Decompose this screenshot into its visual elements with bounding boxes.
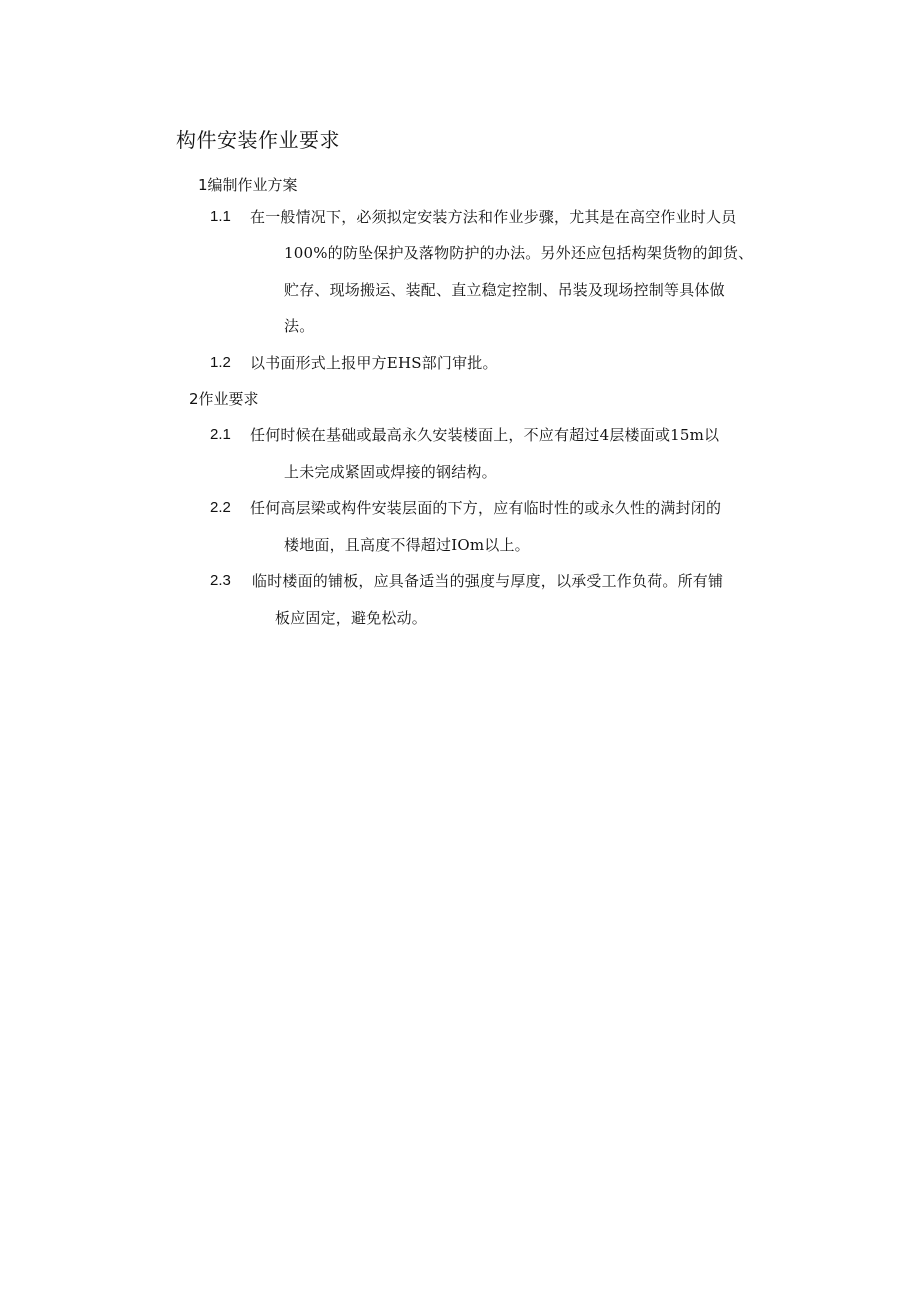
item-2-3-line-2: 板应固定，避免松动。 [275,609,428,627]
item-1-1-line-2: 100%的防坠保护及落物防护的办法。另外还应包括构架货物的卸货、 [284,244,754,262]
item-1-1-line-1: 在一般情况下，必须拟定安装方法和作业步骤，尤其是在高空作业时人员 [250,208,737,226]
item-number-2-3: 2.3 [210,572,231,589]
item-2-1-line-2: 上未完成紧固或焊接的钢结构。 [284,463,497,481]
section-heading-1: 1编制作业方案 [198,176,298,194]
item-1-2-line-1: 以书面形式上报甲方EHS部门审批。 [250,354,498,372]
item-2-1-line-1: 任何时候在基础或最高永久安装楼面上，不应有超过4层楼面或15m以 [250,426,720,444]
item-number-1-2: 1.2 [210,354,231,371]
section-heading-2: 2作业要求 [189,390,259,408]
item-1-1-line-4: 法。 [284,317,315,335]
item-2-2-line-2: 楼地面，且高度不得超过IOm以上。 [284,536,530,554]
item-2-2-line-1: 任何高层梁或构件安装层面的下方，应有临时性的或永久性的满封闭的 [250,499,722,517]
item-2-3-line-1: 临时楼面的铺板，应具备适当的强度与厚度，以承受工作负荷。所有铺 [252,572,724,590]
item-number-2-2: 2.2 [210,499,231,516]
item-number-1-1: 1.1 [210,208,231,225]
item-1-1-line-3: 贮存、现场搬运、装配、直立稳定控制、吊装及现场控制等具体做 [284,281,725,299]
document-title: 构件安装作业要求 [176,128,340,152]
item-number-2-1: 2.1 [210,426,231,443]
